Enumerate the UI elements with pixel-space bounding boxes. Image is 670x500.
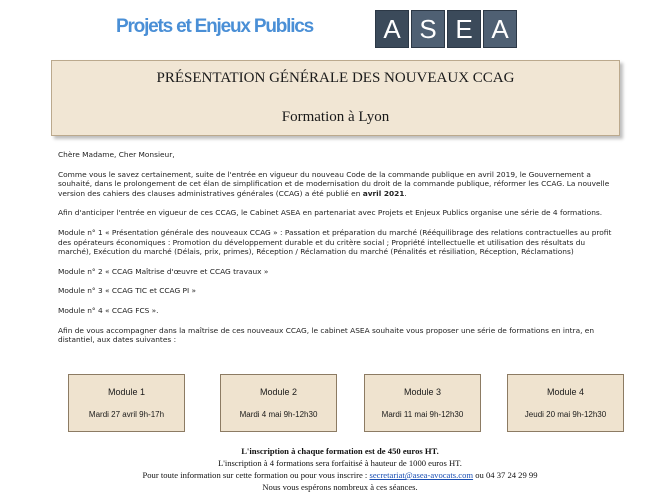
module-date: Jeudi 20 mai 9h-12h30: [524, 410, 607, 419]
asea-letter-tile: S: [411, 10, 445, 48]
title-box: [51, 60, 620, 136]
module-date: Mardi 11 mai 9h-12h30: [381, 410, 464, 419]
intro-paragraph: [58, 170, 618, 199]
price-per-module: L'inscription à chaque formation est de 450 euros HT.: [241, 446, 439, 456]
asea-letter-tile: E: [447, 10, 481, 48]
contact-line: [60, 469, 620, 481]
module-card-1: [68, 374, 185, 432]
contact-email-link[interactable]: secretariat@asea-avocats.com: [369, 470, 474, 480]
intro-text: Comme vous le savez certainement, suite de l'entrée en vigueur du nouveau Code de la commande publique en avril 2019, le Gouvernement a souhaité, dans le prolongement de cet élan de simplification et de modernisation du droit de la commande publique, réformer les CCAG. La nouvelle version des cahiers des clauses administratives générales (CCAG) a été publié en: [58, 169, 610, 198]
asea-logo: [375, 10, 517, 48]
module-name: Module 2: [259, 387, 298, 397]
partnership-paragraph: Afin d'anticiper l'entrée en vigueur de ces CCAG, le Cabinet ASEA en partenariat avec Projets et Enjeux Publics organise une série de 4 formations.: [58, 208, 603, 218]
intro-date-highlight: avril 2021: [362, 188, 405, 198]
intro-end: .: [404, 188, 407, 198]
module-schedule: [68, 374, 618, 432]
module-date: Mardi 27 avril 9h-17h: [88, 410, 165, 419]
greeting: Chère Madame, Cher Monsieur,: [58, 150, 175, 159]
module-date: Mardi 4 mai 9h-12h30: [239, 410, 318, 419]
page-title: PRÉSENTATION GÉNÉRALE DES NOUVEAUX CCAG: [156, 70, 515, 86]
page-subtitle: Formation à Lyon: [281, 109, 390, 125]
contact-phone: ou 04 37 24 29 99: [473, 470, 538, 480]
module-name: Module 3: [403, 387, 442, 397]
module-4-description: Module n° 4 « CCAG FCS ».: [58, 305, 159, 315]
closing-paragraph: Afin de vous accompagner dans la maîtrise de ces nouveaux CCAG, le cabinet ASEA souhaite vous proposer une série de formations en intra, en distantiel, aux dates suivantes :: [58, 325, 595, 345]
module-card-3: [364, 374, 481, 432]
footer-info: [60, 445, 620, 493]
projets-enjeux-publics-logo: Projets et Enjeux Publics: [116, 16, 314, 37]
closing-line: Nous vous espérons nombreux à ces séances.: [262, 482, 418, 492]
letter-body: [58, 150, 618, 355]
module-name: Module 4: [546, 387, 585, 397]
price-bundle: L'inscription à 4 formations sera forfaitisé à hauteur de 1000 euros HT.: [218, 458, 462, 468]
module-card-4: [507, 374, 624, 432]
module-card-2: [220, 374, 337, 432]
module-3-description: Module n° 3 « CCAG TIC et CCAG PI »: [58, 286, 197, 296]
module-2-description: Module n° 2 « CCAG Maîtrise d'œuvre et CCAG travaux »: [58, 266, 269, 276]
asea-letter-tile: A: [375, 10, 409, 48]
contact-text: Pour toute information sur cette formation ou pour vous inscrire :: [142, 470, 370, 480]
module-1-description: Module n° 1 « Présentation générale des nouveaux CCAG » : Passation et préparation du marché (Rééquilibrage des relations contractuelles au profit des opérateurs économiques : Promotion du développement durable et du critère social ; Propriété intellectuelle et utilisation des résultats du marché), Exécution du marché (Délais, prix, primes), Réception / Réclamation du marché (Pénalités et résiliation, Réception, Réclamations): [58, 227, 612, 257]
module-name: Module 1: [107, 387, 146, 397]
asea-letter-tile: A: [483, 10, 517, 48]
